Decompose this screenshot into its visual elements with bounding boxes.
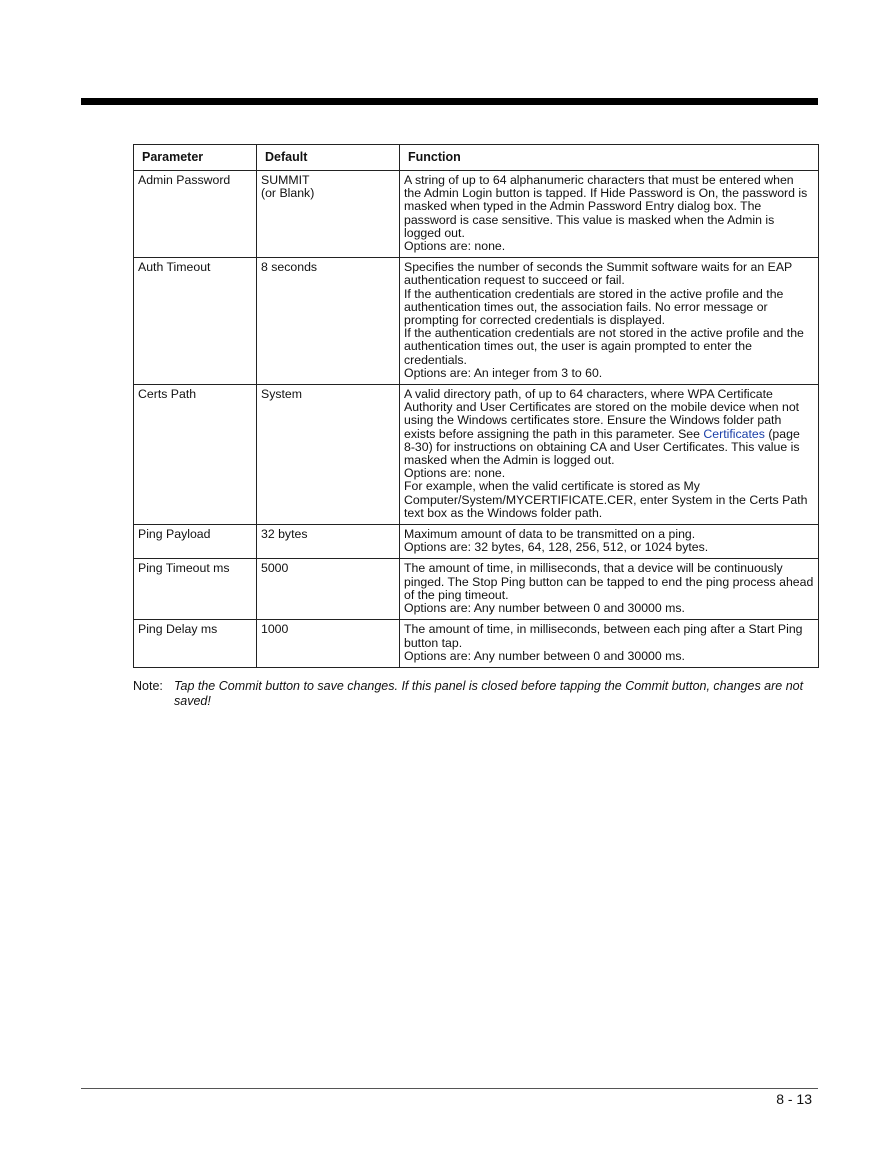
- column-header-function: Function: [400, 145, 819, 171]
- function-text: Options are: An integer from 3 to 60.: [404, 365, 603, 380]
- note-text: Tap the Commit button to save changes. If this panel is closed before tapping the Commit button, changes are not saved!: [174, 679, 804, 708]
- default-value: 32 bytes: [261, 527, 308, 542]
- default-value: System: [261, 387, 302, 402]
- table-row: [134, 620, 819, 668]
- default-cell: [257, 620, 400, 668]
- function-text: A string of up to 64 alphanumeric characters that must be entered when the Admin Login button is tapped. If Hide Password is On, the password is masked when typed in the Admin Password Entry dialog box. The password is case sensitive. This value is masked when the Admin is logged out.: [404, 173, 808, 240]
- function-text: Options are: Any number between 0 and 30000 ms.: [404, 648, 685, 663]
- default-value: SUMMIT: [261, 173, 310, 187]
- default-value: 1000: [261, 622, 289, 637]
- table-row: [134, 559, 819, 620]
- parameter-cell: Ping Payload: [134, 525, 257, 559]
- certificates-link[interactable]: Certificates: [703, 426, 765, 441]
- function-text: The amount of time, in milliseconds, that a device will be continuously pinged. The Stop Ping button can be tapped to end the ping process ahead of the ping timeout.: [404, 561, 814, 602]
- function-cell: [400, 385, 819, 525]
- function-cell: [400, 620, 819, 668]
- function-text: Options are: 32 bytes, 64, 128, 256, 512, or 1024 bytes.: [404, 540, 709, 555]
- table-row: [134, 258, 819, 385]
- note-label: Note:: [133, 679, 163, 693]
- column-header-parameter: Parameter: [134, 145, 257, 171]
- page-number: 8 - 13: [776, 1091, 812, 1107]
- function-cell: [400, 171, 819, 258]
- default-value: 5000: [261, 561, 289, 576]
- parameter-cell: Admin Password: [134, 171, 257, 258]
- function-text: For example, when the valid certificate is stored as My Computer/System/MYCERTIFICATE.CER, enter System in the Certs Path text box as the Windows folder path.: [404, 479, 808, 520]
- parameters-table: [133, 144, 819, 668]
- default-cell: [257, 258, 400, 385]
- function-text-pre: A valid directory path, of up to 64 characters, where WPA Certificate Authority and User Certificates are stored on the mobile device when not using the Windows certificates store. Ensure the Windows folder path exists before assigning the path in this parameter. See: [404, 387, 800, 441]
- table-row: [134, 525, 819, 559]
- function-cell: [400, 525, 819, 559]
- table-header-row: [134, 145, 819, 171]
- footer-rule: [81, 1088, 818, 1089]
- function-text-post: (page 8-30) for instructions on obtaining CA and User Certificates. This value is masked when the Admin is logged out.: [404, 426, 800, 468]
- function-text: Options are: Any number between 0 and 30000 ms.: [404, 601, 685, 616]
- header-rule: [81, 98, 818, 105]
- function-text: If the authentication credentials are stored in the active profile and the authentication times out, the association fails. No error message or prompting for corrected credentials is displayed.: [404, 286, 784, 328]
- default-cell: [257, 559, 400, 620]
- function-cell: [400, 559, 819, 620]
- default-value: 8 seconds: [261, 260, 318, 275]
- parameter-cell: Ping Timeout ms: [134, 559, 257, 620]
- function-text: [404, 388, 814, 467]
- function-text: Specifies the number of seconds the Summit software waits for an EAP authentication request to succeed or fail.: [404, 260, 792, 288]
- table-row: [134, 171, 819, 258]
- default-value: (or Blank): [261, 186, 315, 201]
- note: [133, 679, 823, 709]
- column-header-default: Default: [257, 145, 400, 171]
- default-cell: [257, 525, 400, 559]
- function-text: Options are: none.: [404, 239, 506, 254]
- function-cell: [400, 258, 819, 385]
- parameter-cell: Certs Path: [134, 385, 257, 525]
- default-cell: [257, 171, 400, 258]
- parameter-cell: Auth Timeout: [134, 258, 257, 385]
- parameter-cell: Ping Delay ms: [134, 620, 257, 668]
- function-text: Maximum amount of data to be transmitted on a ping.: [404, 527, 696, 542]
- default-cell: [257, 385, 400, 525]
- table-row: [134, 385, 819, 525]
- function-text: The amount of time, in milliseconds, between each ping after a Start Ping button tap.: [404, 622, 803, 650]
- function-text: Options are: none.: [404, 466, 506, 481]
- function-text: If the authentication credentials are not stored in the active profile and the authentication times out, the user is again prompted to enter the credentials.: [404, 326, 804, 367]
